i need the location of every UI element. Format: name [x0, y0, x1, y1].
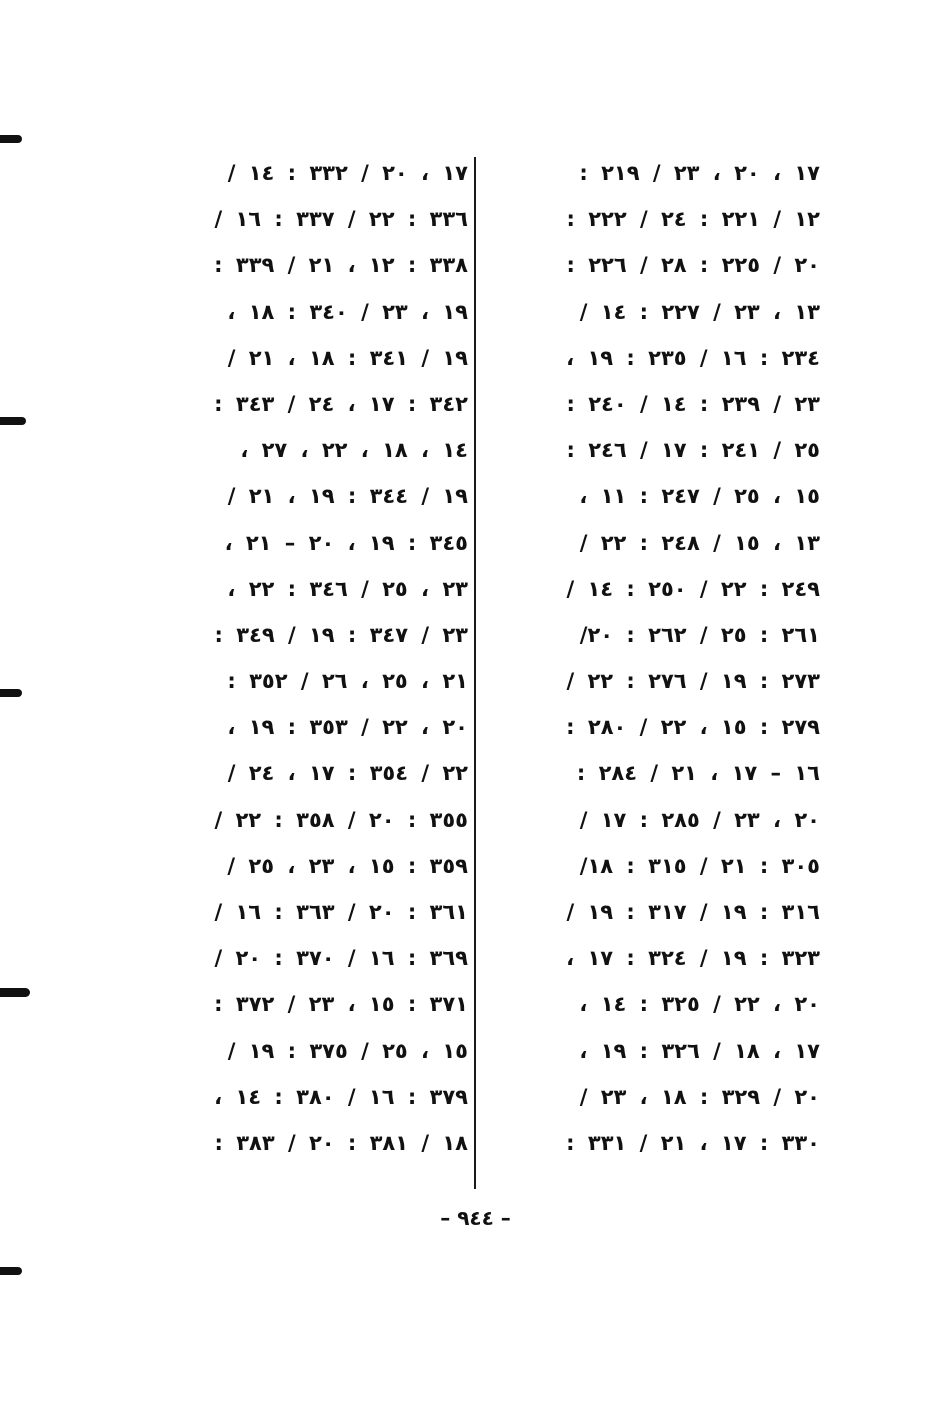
index-line: ٢٧٣ : ١٩ / ٢٧٦ : ٢٢ / [566, 669, 820, 694]
index-line: ٢٠ ، ٢٢ / ٣٢٥ : ١٤ ، [579, 992, 820, 1017]
index-line: ٢١ ، ٢٥ ، ٢٦ / ٣٥٢ : [227, 669, 468, 694]
index-line: ١٧ ، ٢٠ ، ٢٣ / ٢١٩ : [579, 161, 820, 185]
index-line: ٣٠٥ : ٢١ / ٣١٥ : ١٨/ [579, 853, 820, 878]
index-line: ٣٤٥ : ١٩ ، ٢٠ – ٢١ ، [224, 530, 468, 555]
index-line: ٢٣٤ : ١٦ / ٢٣٥ : ١٩ ، [566, 345, 820, 370]
index-line: ٣٢٣ : ١٩ / ٣٢٤ : ١٧ ، [566, 946, 820, 971]
index-line: ٢٦١ : ٢٥ / ٢٦٢ : ٢٠/ [579, 622, 820, 647]
index-line: ٢٧٩ : ١٥ ، ٢٢ / ٢٨٠ : [566, 715, 820, 740]
index-line: ٢٠ / ٢٢٥ : ٢٨ / ٢٢٦ : [566, 253, 820, 278]
index-line: ٣١٦ : ١٩ / ٣١٧ : ١٩ / [566, 900, 820, 924]
index-line: ١٧ ، ٢٠ / ٣٣٢ : ١٤ / [227, 161, 468, 185]
index-line: ١٩ / ٣٤١ : ١٨ ، ٢١ / [227, 345, 468, 370]
index-line: ٣٤٢ : ١٧ ، ٢٤ / ٣٤٣ : [214, 391, 468, 416]
column-divider [474, 157, 476, 1189]
index-line: ٣٦٩ : ١٦ / ٣٧٠ : ٢٠ / [214, 946, 468, 971]
index-line: ١٧ ، ١٨ / ٣٢٦ : ١٩ ، [579, 1038, 820, 1063]
index-line: ٢٤٩ : ٢٢ / ٢٥٠ : ١٤ / [566, 576, 820, 601]
index-line: ٣٣٨ : ١٢ ، ٢١ / ٣٣٩ : [214, 253, 468, 278]
index-line: ٢٠ / ٣٢٩ : ١٨ ، ٢٣ / [579, 1084, 820, 1109]
binding-mark [0, 689, 22, 697]
index-line: ٣٣٦ : ٢٢ / ٣٣٧ : ١٦ / [214, 207, 468, 232]
index-line: ٢٢ / ٣٥٤ : ١٧ ، ٢٤ / [227, 761, 468, 786]
index-line: ٢٣ / ٣٤٧ : ١٩ / ٣٤٩ : [214, 622, 468, 647]
index-line: ٣٥٩ : ١٥ ، ٢٣ ، ٢٥ / [227, 853, 468, 878]
index-line: ١٥ ، ٢٥ / ٢٤٧ : ١١ ، [579, 484, 820, 509]
index-line: ١٣ ، ١٥ / ٢٤٨ : ٢٢ / [579, 530, 820, 555]
index-line: ٣٧٩ : ١٦ / ٣٨٠ : ١٤ ، [214, 1084, 468, 1109]
index-line: ١٩ / ٣٤٤ : ١٩ ، ٢١ / [227, 484, 468, 509]
binding-mark [0, 135, 22, 143]
index-line: ٢٠ ، ٢٢ / ٣٥٣ : ١٩ ، [227, 715, 468, 740]
index-line: ٣٣٠ : ١٧ ، ٢١ / ٣٣١ : [566, 1130, 820, 1155]
index-line: ٣٥٥ : ٢٠ / ٣٥٨ : ٢٢ / [214, 807, 468, 832]
index-line: ١٤ ، ١٨ ، ٢٢ ، ٢٧ ، [240, 438, 468, 463]
index-line: ١٣ ، ٢٣ / ٢٢٧ : ١٤ / [579, 299, 820, 324]
left-index-column [148, 150, 468, 1166]
index-line: ١٩ ، ٢٣ / ٣٤٠ : ١٨ ، [227, 299, 468, 324]
index-line: ٢٣ / ٢٣٩ : ١٤ / ٢٤٠ : [566, 391, 820, 416]
index-line: ٢٣ ، ٢٥ / ٣٤٦ : ٢٢ ، [227, 576, 468, 601]
binding-mark [0, 1267, 22, 1275]
index-line: ١٥ ، ٢٥ / ٣٧٥ : ١٩ / [227, 1038, 468, 1063]
binding-mark [0, 417, 26, 425]
index-line: ١٦ – ١٧ ، ٢١ / ٢٨٤ : [576, 761, 820, 786]
right-index-column [500, 150, 820, 1166]
index-line: ٢٠ ، ٢٣ / ٢٨٥ : ١٧ / [579, 807, 820, 832]
index-line: ١٢ / ٢٢١ : ٢٤ / ٢٢٢ : [566, 207, 820, 232]
index-line: ٢٥ / ٢٤١ : ١٧ / ٢٤٦ : [566, 438, 820, 463]
binding-mark [0, 988, 30, 997]
index-line: ٣٧١ : ١٥ ، ٢٣ / ٣٧٢ : [214, 992, 468, 1017]
index-line: ١٨ / ٣٨١ : ٢٠ / ٣٨٣ : [214, 1130, 468, 1155]
page-number: – ٩٤٤ – [440, 1206, 511, 1230]
index-line: ٣٦١ : ٢٠ / ٣٦٣ : ١٦ / [214, 900, 468, 924]
